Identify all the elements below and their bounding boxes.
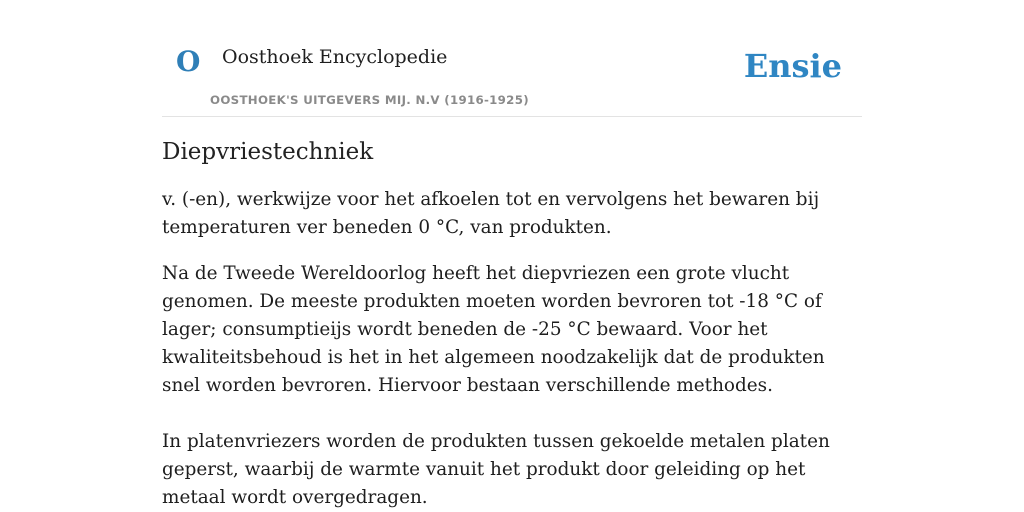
article-paragraph-definition: v. (-en), werkwijze voor het afkoelen tot en vervolgens het bewaren bij temperaturen ver beneden 0 °C, van produkten.	[162, 188, 820, 238]
article-title: Diepvriestechniek	[162, 139, 374, 165]
site-header	[162, 30, 862, 117]
article-paragraph: In platenvriezers worden de produkten tussen gekoelde metalen platen geperst, waarbij de warmte vanuit het produkt door geleiding op het metaal wordt overgedragen.	[162, 430, 830, 508]
ensie-logo-link[interactable]: Ensie	[743, 47, 842, 85]
article-paragraph: Na de Tweede Wereldoorlog heeft het diepvriezen een grote vlucht genomen. De meeste produkten moeten worden bevroren tot -18 °C of lager; consumptieijs wordt beneden de -25 °C bewaard. Voor het kwaliteitsbehoud is het in het algemeen noodzakelijk dat de produkten snel worden bevroren. Hiervoor bestaan verschillende methodes.	[162, 262, 825, 396]
publisher-subtitle: OOSTHOEK'S UITGEVERS MIJ. N.V (1916-1925)	[210, 93, 529, 107]
article	[162, 138, 862, 512]
site-title[interactable]: Oosthoek Encyclopedie	[222, 46, 448, 68]
logo-icon[interactable]: O	[176, 45, 201, 78]
